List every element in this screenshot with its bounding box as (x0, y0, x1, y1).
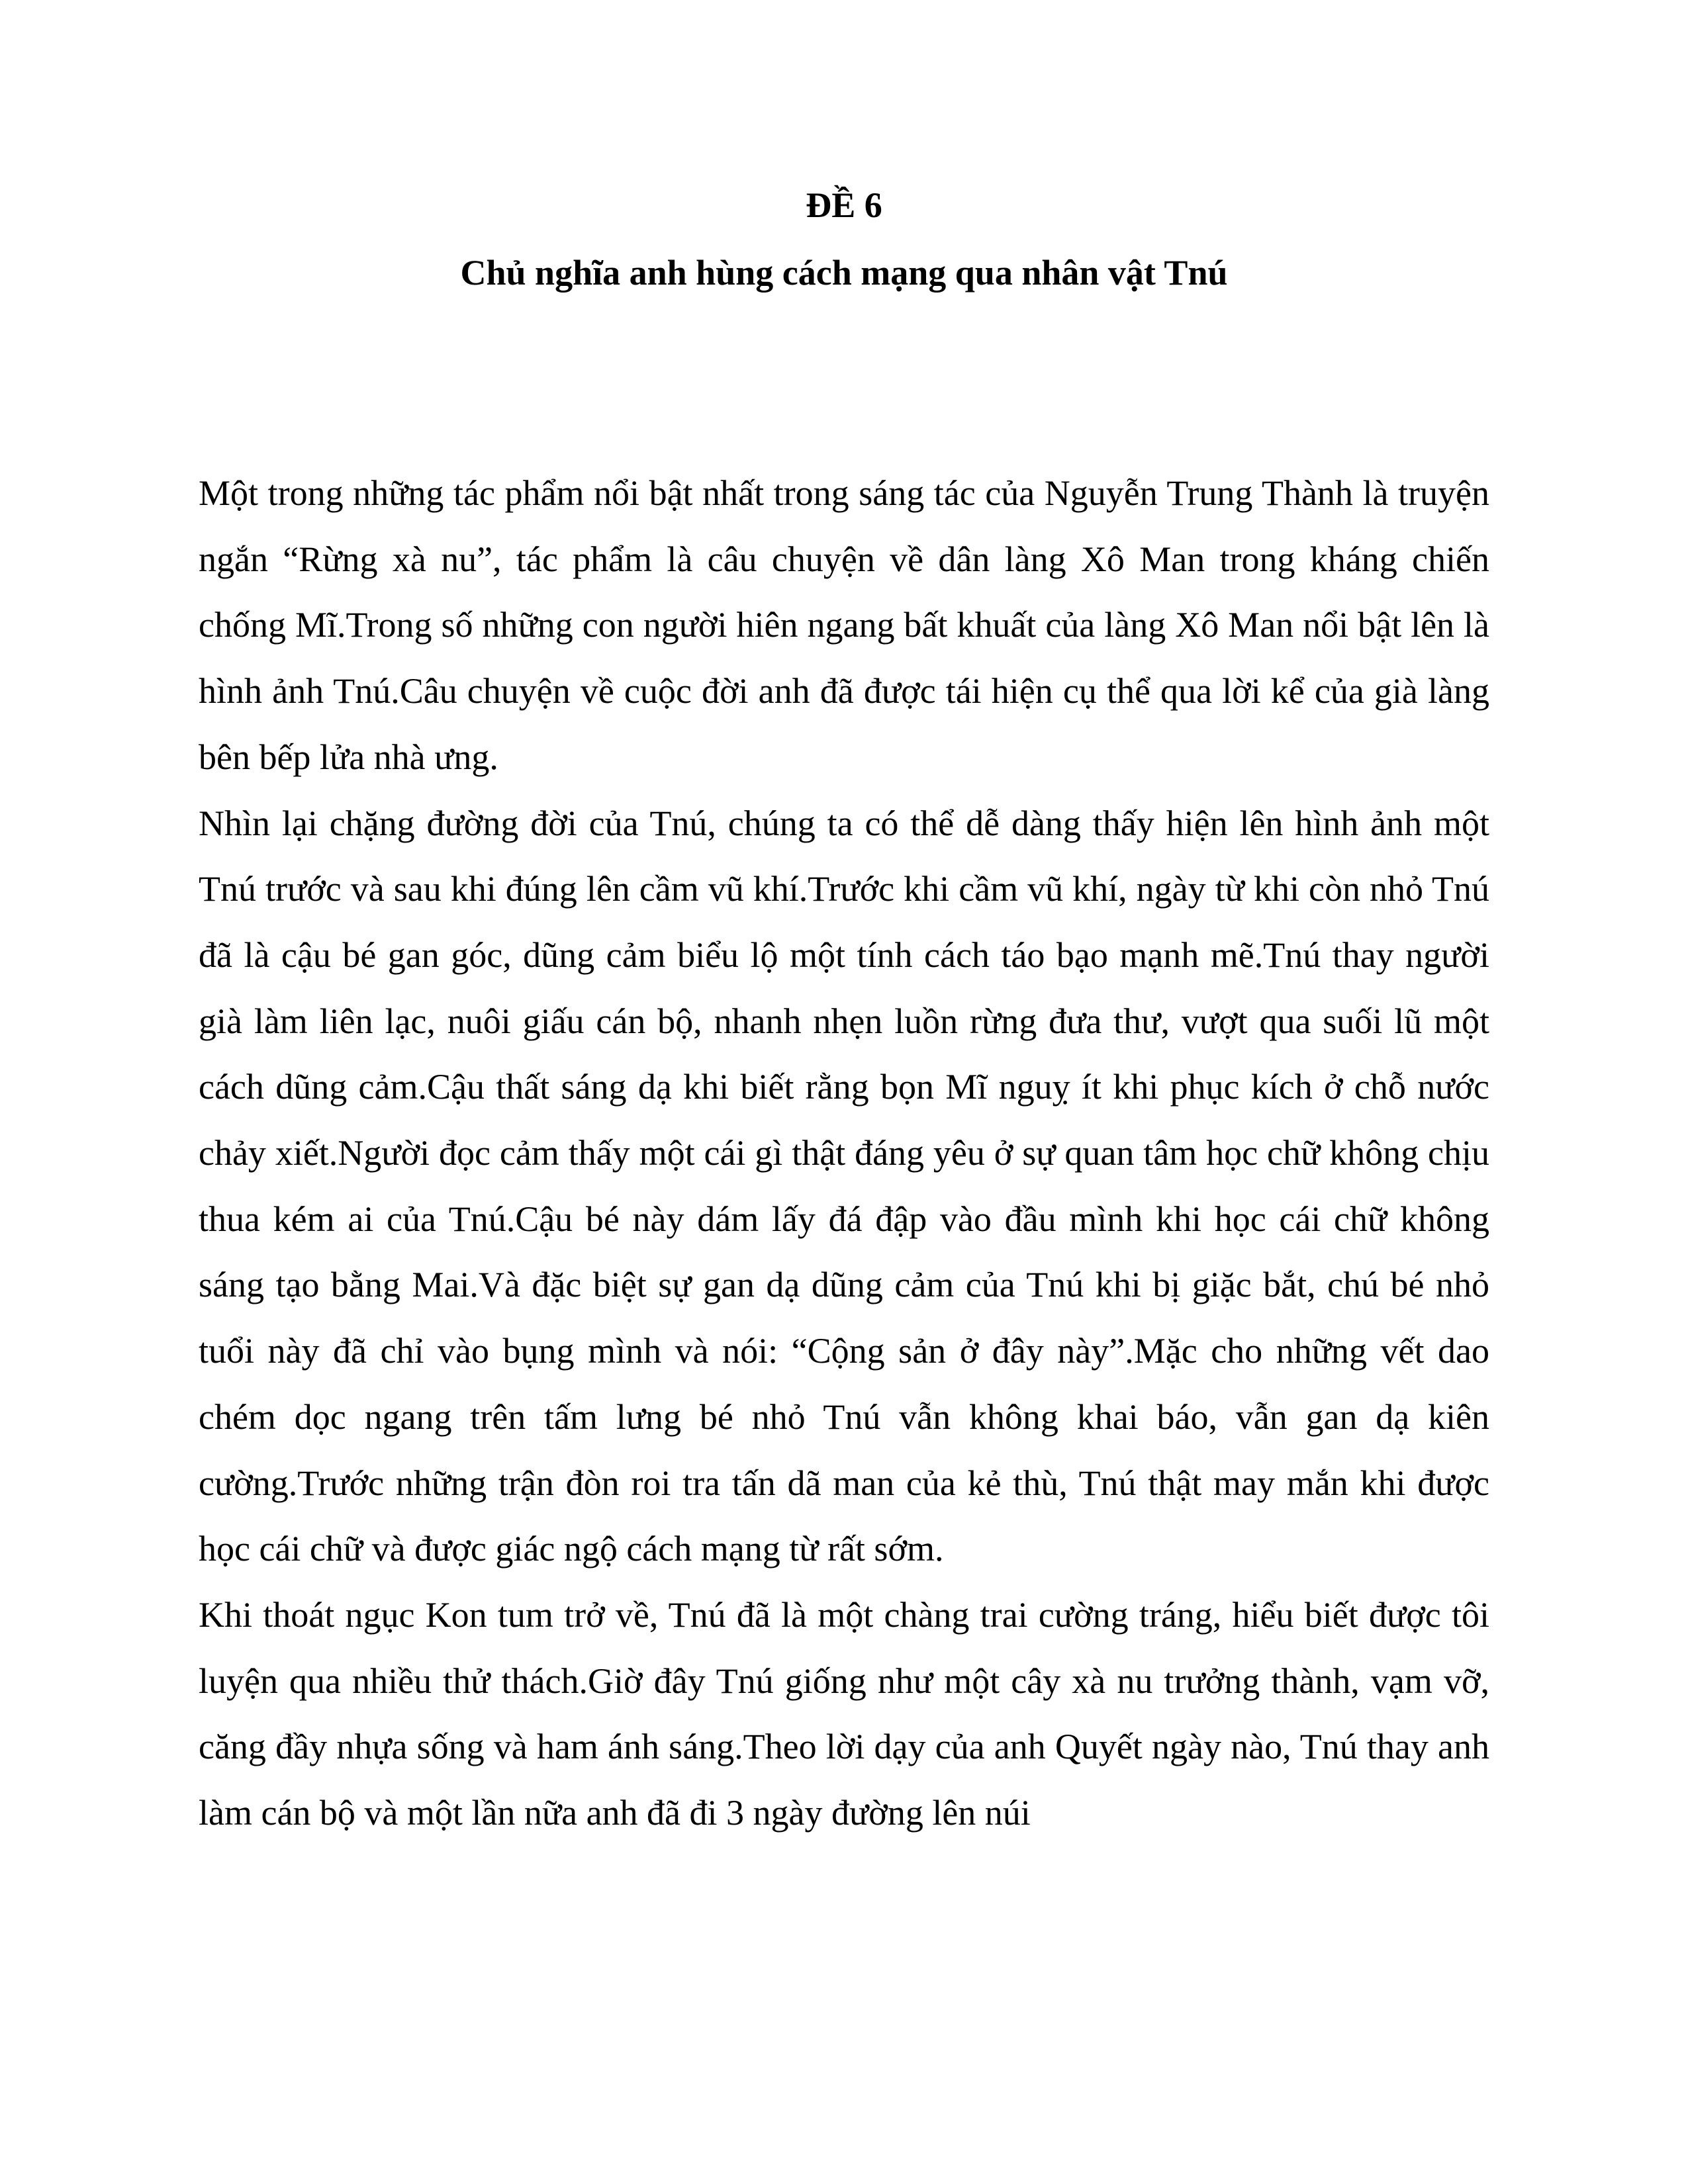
exam-number-heading: ĐỀ 6 (806, 185, 882, 225)
essay-title-heading: Chủ nghĩa anh hùng cách mạng qua nhân vật Tnú (460, 253, 1228, 293)
essay-body (199, 461, 1489, 1846)
paragraph-1: Một trong những tác phẩm nổi bật nhất trong sáng tác của Nguyễn Trung Thành là truyện ngắn “Rừng xà nu”, tác phẩm là câu chuyện về dân làng Xô Man trong kháng chiến chống Mĩ.Trong số những con người hiên ngang bất khuất của làng Xô Man nổi bật lên là hình ảnh Tnú.Câu chuyện về cuộc đời anh đã được tái hiện cụ thể qua lời kể của già làng bên bếp lửa nhà ưng. (199, 473, 1489, 777)
paragraph-3: Khi thoát ngục Kon tum trở về, Tnú đã là một chàng trai cường tráng, hiểu biết được tôi luyện qua nhiều thử thách.Giờ đây Tnú giống như một cây xà nu trưởng thành, vạm vỡ, căng đầy nhựa sống và ham ánh sáng.Theo lời dạy của anh Quyết ngày nào, Tnú thay anh làm cán bộ và một lần nữa anh đã đi 3 ngày đường lên núi (199, 1594, 1489, 1833)
paragraph-2: Nhìn lại chặng đường đời của Tnú, chúng ta có thể dễ dàng thấy hiện lên hình ảnh một Tnú trước và sau khi đúng lên cầm vũ khí.Trước khi cầm vũ khí, ngày từ khi còn nhỏ Tnú đã là cậu bé gan góc, dũng cảm biểu lộ một tính cách táo bạo mạnh mẽ.Tnú thay người già làm liên lạc, nuôi giấu cán bộ, nhanh nhẹn luồn rừng đưa thư, vượt qua suối lũ một cách dũng cảm.Cậu thất sáng dạ khi biết rằng bọn Mĩ nguỵ ít khi phục kích ở chỗ nước chảy xiết.Người đọc cảm thấy một cái gì thật đáng yêu ở sự quan tâm học chữ không chịu thua kém ai của Tnú.Cậu bé này dám lấy đá đập vào đầu mình khi học cái chữ không sáng tạo bằng Mai.Và đặc biệt sự gan dạ dũng cảm của Tnú khi bị giặc bắt, chú bé nhỏ tuổi này đã chỉ vào bụng mình và nói: “Cộng sản ở đây này”.Mặc cho những vết dao chém dọc ngang trên tấm lưng bé nhỏ Tnú vẫn không khai báo, vẫn gan dạ kiên cường.Trước những trận đòn roi tra tấn dã man của kẻ thù, Tnú thật may mắn khi được học cái chữ và được giác ngộ cách mạng từ rất sớm. (199, 803, 1489, 1569)
